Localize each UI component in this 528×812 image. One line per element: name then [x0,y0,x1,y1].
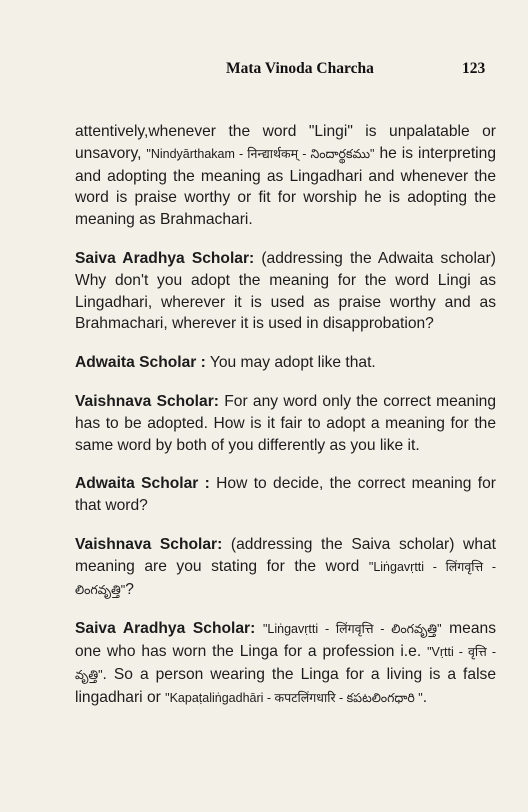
dialogue-text: means one who has worn the Linga for a profession i.e. [75,620,496,661]
dialogue-vaishnava [75,391,496,456]
page-number: 123 [462,60,486,77]
speaker-label: Saiva Aradhya Scholar: [75,249,255,267]
dialogue-text: (addressing the Adwaita scholar) Why don't you adopt the meaning for the word Lingi as Lingadhari, wherever it is used as praise worthy and as Brahmachari, wherever it is used in disapprobation? [75,249,496,333]
dialogue-text: . [422,688,428,706]
dialogue-saiva-aradhya [75,248,496,335]
term-vrtti: "Vṛtti - वृत्ति - వృత్తి" [75,645,497,682]
dialogue-text: For any word only the correct meaning has to be adopted. How is it fair to adopt a meaning for the same word by both of you differently as you like it. [75,392,497,454]
dialogue-text: How to decide, the correct meaning for that word? [75,475,496,515]
running-title: Mata Vinoda Charcha [226,60,374,77]
speaker-label: Adwaita Scholar : [75,354,206,372]
dialogue-text: . So a person wearing the Linga for a living is a false lingadhari or [75,665,496,706]
term-lingavrtti: "Liṅgavṛtti - लिंगवृत्ति - లింగవృత్తి" [262,622,442,637]
dialogue-text: ? [125,580,134,598]
dialogue-vaishnava [75,534,496,601]
dialogue-adwaita [75,473,496,517]
dialogue-text: You may adopt like that. [205,354,376,372]
paragraph-text: he is interpreting and adopting the meaning as Lingadhari and whenever the word is praise worthy or fit for worship he is adopting the meaning as Brahmachari. [75,144,496,229]
speaker-label: Vaishnava Scholar: [75,392,219,410]
speaker-label: Vaishnava Scholar: [75,535,223,553]
term-nindyarthakam: "Nindyārthakam - निन्द्यार्थकम् - నిందార్థకము" [146,146,375,161]
dialogue-text: (addressing the Saiva scholar) what meaning are you stating for the word [75,535,496,575]
dialogue-adwaita [75,352,496,374]
term-kapatalingadhari: "Kapaṭaliṅgadhāri - कपटलिंगधारि - కపటలింగధారి " [165,690,423,705]
page-body [75,121,496,710]
speaker-label: Adwaita Scholar : [75,475,210,493]
term-lingavrtti: "Liṅgavṛtti - लिंगवृत्ति - లింగవృత్తి" [75,559,496,597]
dialogue-text [255,620,263,637]
dialogue-saiva-aradhya [75,618,496,709]
speaker-label: Saiva Aradhya Scholar: [75,620,256,638]
paragraph-continuation [75,121,496,231]
paragraph-text: attentively,whenever the word "Lingi" is unpalatable or unsavory, [75,123,496,162]
